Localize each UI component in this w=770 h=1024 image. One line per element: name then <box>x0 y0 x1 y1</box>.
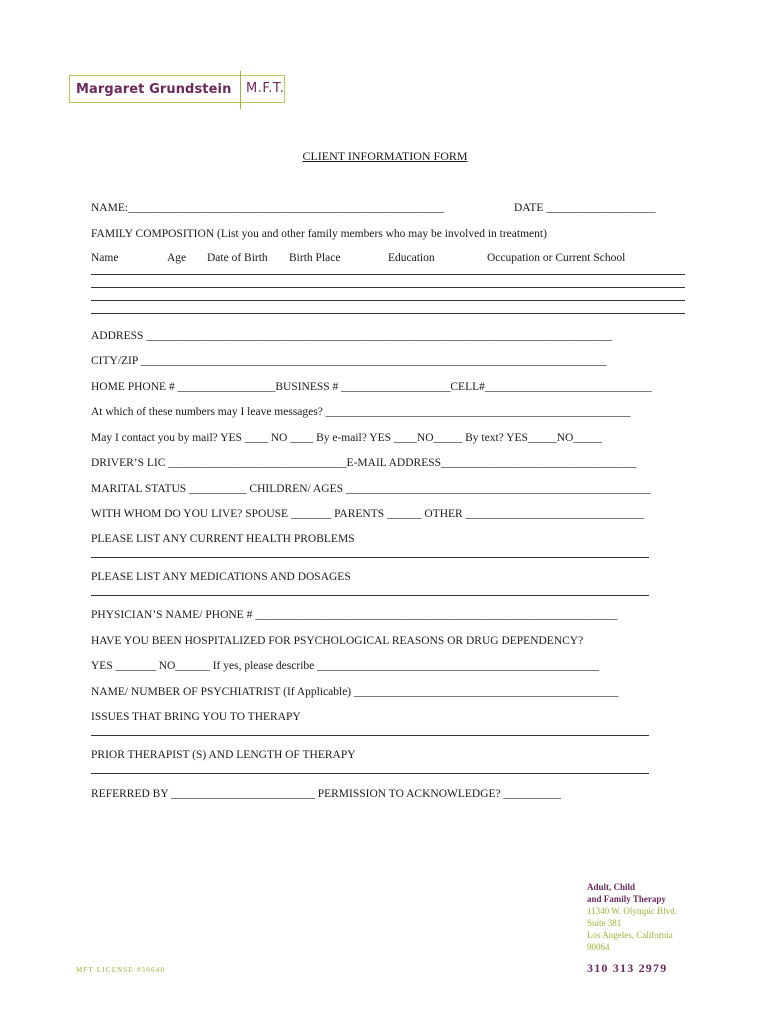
prior-therapist-line[interactable] <box>91 773 649 774</box>
family-composition-label: FAMILY COMPOSITION (List you and other family members who may be involved in treatment) <box>91 228 547 240</box>
family-row-line[interactable] <box>91 274 685 275</box>
logo-divider <box>240 71 241 109</box>
hospitalized-answer-field[interactable]: YES _______ NO______ If yes, please describe _________________________________________________ <box>91 660 599 672</box>
drivers-license-email-field[interactable]: DRIVER’S LIC _______________________________E-MAIL ADDRESS__________________________________ <box>91 457 637 469</box>
issues-line[interactable] <box>91 735 649 736</box>
logo <box>69 75 285 103</box>
name-field[interactable]: NAME:_______________________________________________________ <box>91 202 445 214</box>
column-education: Education <box>388 252 435 264</box>
footer-line: Adult, Child <box>587 882 636 892</box>
footer-line: and Family Therapy <box>587 894 666 904</box>
health-problems-label: PLEASE LIST ANY CURRENT HEALTH PROBLEMS <box>91 533 355 545</box>
column-age: Age <box>167 252 187 264</box>
column-birthplace: Birth Place <box>289 252 341 264</box>
medications-label: PLEASE LIST ANY MEDICATIONS AND DOSAGES <box>91 571 351 583</box>
date-field[interactable]: DATE ___________________ <box>514 202 656 214</box>
address-field[interactable]: ADDRESS _________________________________________________________________________________ <box>91 330 613 342</box>
logo-credential: M.F.T. <box>246 81 285 96</box>
column-occupation: Occupation or Current School <box>487 252 626 264</box>
form-title: CLIENT INFORMATION FORM <box>302 149 468 163</box>
prior-therapist-label: PRIOR THERAPIST (S) AND LENGTH OF THERAPY <box>91 749 356 761</box>
footer-line: Suite 381 <box>587 918 622 928</box>
referred-by-field[interactable]: REFERRED BY _________________________ PERMISSION TO ACKNOWLEDGE? __________ <box>91 788 562 800</box>
column-dob: Date of Birth <box>207 252 268 264</box>
issues-label: ISSUES THAT BRING YOU TO THERAPY <box>91 711 301 723</box>
footer-line: 11340 W. Olympic Blvd. <box>587 906 677 916</box>
physician-field[interactable]: PHYSICIAN’S NAME/ PHONE # _______________________________________________________________ <box>91 609 618 621</box>
medications-line[interactable] <box>91 595 649 596</box>
city-zip-field[interactable]: CITY/ZIP _________________________________________________________________________________ <box>91 355 607 367</box>
family-row-line[interactable] <box>91 313 685 314</box>
license-number: MFT LICENSE #50640 <box>76 966 166 974</box>
practice-address <box>587 881 677 953</box>
family-row-line[interactable] <box>91 300 685 301</box>
hospitalized-question: HAVE YOU BEEN HOSPITALIZED FOR PSYCHOLOGICAL REASONS OR DRUG DEPENDENCY? <box>91 635 584 647</box>
marital-status-field[interactable]: MARITAL STATUS __________ CHILDREN/ AGES _____________________________________________________ <box>91 483 651 495</box>
contact-permission-field[interactable]: May I contact you by mail? YES ____ NO ____ By e-mail? YES ____NO_____ By text? YES_____NO_____ <box>91 432 603 444</box>
footer-line: Los Angeles, California <box>587 930 673 940</box>
messages-field[interactable]: At which of these numbers may I leave messages? _____________________________________________________ <box>91 406 631 418</box>
live-with-field[interactable]: WITH WHOM DO YOU LIVE? SPOUSE _______ PARENTS ______ OTHER _______________________________ <box>91 508 644 520</box>
footer-line: 90064 <box>587 942 610 952</box>
phone-fields[interactable]: HOME PHONE # _________________BUSINESS # ___________________CELL#_____________________________ <box>91 381 652 393</box>
health-problems-line[interactable] <box>91 557 649 558</box>
family-row-line[interactable] <box>91 287 685 288</box>
practice-phone: 310 313 2979 <box>587 961 668 975</box>
logo-name: Margaret Grundstein <box>76 81 232 97</box>
psychiatrist-field[interactable]: NAME/ NUMBER OF PSYCHIATRIST (If Applicable) ______________________________________________ <box>91 686 619 698</box>
column-name: Name <box>91 252 119 264</box>
